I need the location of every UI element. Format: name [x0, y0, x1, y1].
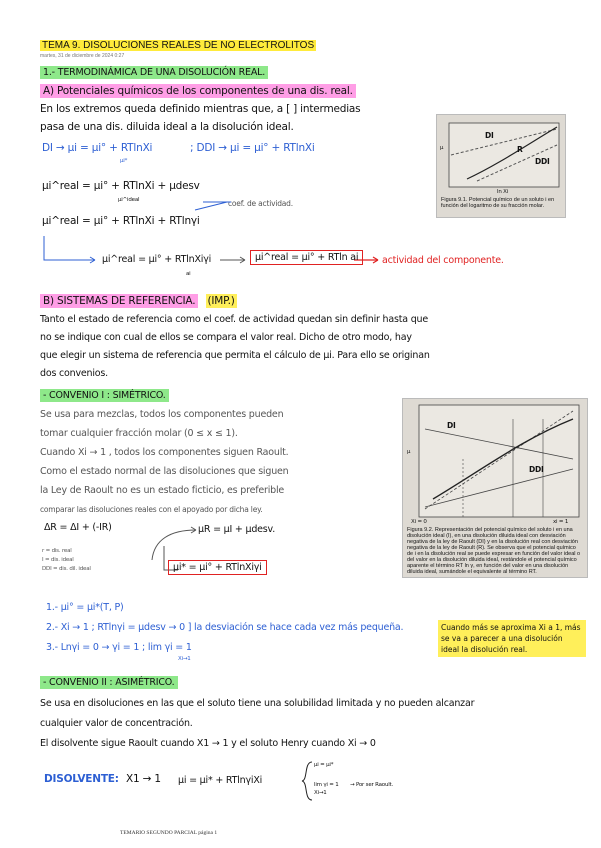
- convenio-1-line-5: la Ley de Raoult no es un estado ficticio, es preferible: [40, 485, 285, 496]
- eq-real-2: μi^real = μi° + RTlnXi + RTlnγi: [42, 215, 200, 227]
- convenio-1-point-1: 1.- μi° = μi*(T, P): [46, 602, 124, 613]
- solvent-label: DISOLVENTE:: [44, 773, 119, 785]
- solvent-branch-2: lim γi = 1: [314, 782, 339, 788]
- legend-ddi: DDI = dis. dil. ideal: [42, 566, 91, 572]
- solvent-brace: [300, 760, 314, 802]
- convenio-1-line-3: Cuando Xi → 1 , todos los componentes siguen Raoult.: [40, 447, 289, 458]
- convenio-2-line-2: cualquier valor de concentración.: [40, 718, 193, 729]
- eq-real-3: μi^real = μi° + RTlnXiγi: [102, 254, 212, 265]
- page-title: TEMA 9. DISOLUCIONES REALES DE NO ELECTROLITOS: [42, 40, 315, 51]
- convenio-2-heading: - CONVENIO II : ASIMÉTRICO.: [40, 676, 178, 689]
- convenio-2-line-1: Se usa en disoluciones en las que el soluto tiene una solubilidad limitada y no pueden alcanzar: [40, 698, 475, 709]
- figure-1-label-ddi: DDI: [535, 157, 550, 166]
- convenio-1-point-2: 2.- Xi → 1 ; RTlnγi = μdesv → 0 ] la desviación se hace cada vez más pequeña.: [46, 622, 404, 633]
- convenio-1-line-2: tomar cualquier fracción molar (0 ≤ x ≤ 1).: [40, 428, 238, 439]
- convenio-1-lim-sub: Xi→1: [178, 656, 191, 662]
- section-b-line-1: Tanto el estado de referencia como el coef. de actividad quedan sin definir hasta que: [40, 314, 429, 325]
- eq-mu-r: μR = μI + μdesv.: [198, 524, 276, 535]
- eq-real-1: μi^real = μi° + RTlnXi + μdesv: [42, 180, 200, 192]
- convenio-1-line-1: Se usa para mezclas, todos los componentes pueden: [40, 409, 284, 420]
- eq-di: DI → μi = μi° + RTlnXi: [42, 142, 153, 154]
- figure-2: [402, 398, 588, 578]
- figure-2-caption: Figura 9.2. Representación del potencial químico del soluto i en una disolución ideal (I), en una disolución diluida ideal con desviación negativa de la ley de Raoult (DI) y en la disolución real con desviación negativa de la ley de Raoult (R). Se observa que el potencial químico de i en la disolución real se puede expresar en función del valor ideal o del valor en la disolución diluida ideal, restándole el potencial químico aparente el término RT ln γ, en función del valor en una disolución diluida ideal, sumándole el equivalente al término RT.: [407, 527, 581, 575]
- eq-sub-ai: ai: [186, 271, 191, 277]
- figure-2-axis-x0: Xi = 0: [411, 519, 427, 525]
- section-b-line-2: no se indique con cual de ellos se compara el valor real. Dicho de otro modo, hay: [40, 332, 412, 343]
- section-a-heading: A) Potenciales químicos de los componentes de una dis. real.: [40, 84, 356, 98]
- section-b-heading: B) SISTEMAS DE REFERENCIA.: [40, 294, 198, 308]
- solvent-eq: X1 → 1: [126, 773, 161, 785]
- figure-1-label-di: DI: [485, 131, 494, 140]
- solvent-branch-1: μi = μi*: [314, 762, 334, 768]
- section-a-line-2: pasa de una dis. diluida ideal a la disolución ideal.: [40, 121, 294, 133]
- section-a-line-1: En los extremos queda definido mientras que, a [ ] intermedias: [40, 103, 361, 115]
- eq-convenio-1-box: μi* = μi° + RTlnXiγi: [168, 560, 267, 575]
- convenio-1-point-3: 3.- Lnγi = 0 → γi = 1 ; lim γi = 1: [46, 642, 192, 653]
- section-b-line-3: que elegir un sistema de referencia que permita el cálculo de μi. Para ello se originan: [40, 350, 430, 361]
- figure-1-axis-x: ln Xi: [497, 189, 509, 195]
- figure-2-label-ddi: DDI: [529, 465, 544, 474]
- figure-1-caption: Figura 9.1. Potencial químico de un soluto i en función del logaritmo de su fracción molar.: [441, 197, 555, 209]
- figure-2-axis-x: xi = 1: [553, 519, 569, 525]
- coef-activity-label: coef. de actividad.: [228, 199, 293, 208]
- page-date: martes, 31 de diciembre de 2024 0:27: [40, 53, 125, 59]
- page-footer: TEMARIO SEGUNDO PARCIAL página 1: [120, 830, 218, 836]
- solvent-raoult-note: → Por ser Raoult.: [350, 782, 394, 788]
- convenio-2-line-3: El disolvente sigue Raoult cuando X1 → 1 y el soluto Henry cuando Xi → 0: [40, 738, 376, 749]
- eq-delta-r: ΔR = ΔI + (-ΙR): [44, 522, 112, 533]
- solvent-mu-eq: μi = μi* + RTlnγiXi: [178, 775, 263, 786]
- eq-sub-ideal: μi^ideal: [118, 197, 140, 203]
- section-a-arrows: [40, 190, 440, 270]
- figure-1-axis-y: μ: [440, 145, 444, 151]
- eq-ddi: ; DDI → μi = μi° + RTlnXi: [190, 142, 315, 154]
- convenio-1-line-6: comparar las disoluciones reales con el apoyado por dicha ley.: [40, 505, 263, 514]
- figure-2-axis-y: μ: [407, 449, 411, 455]
- figure-2-label-di: DI: [447, 421, 456, 430]
- convenio-1-line-4: Como el estado normal de las disoluciones que siguen: [40, 466, 289, 477]
- figure-1: [436, 114, 566, 218]
- section-1-heading: 1.- TERMODINÁMICA DE UNA DISOLUCIÓN REAL.: [40, 66, 268, 79]
- eq-activity-box: μi^real = μi° + RTln ai: [250, 250, 363, 265]
- solvent-branch-sub: Xi→1: [314, 790, 327, 796]
- legend-ideal: I = dis. ideal: [42, 557, 74, 563]
- legend-real: r = dis. real: [42, 548, 72, 554]
- activity-label: actividad del componente.: [382, 255, 504, 266]
- figure-1-label-r: R: [517, 145, 523, 154]
- eq-sub-mu: μi*: [120, 158, 128, 164]
- convenio-1-note: Cuando más se aproxima Xi a 1, más se va a parecer a una disolución ideal la disolución real.: [438, 620, 586, 657]
- convenio-1-heading: - CONVENIO I : SIMÉTRICO.: [40, 389, 169, 402]
- section-b-imp: (IMP.): [207, 295, 235, 307]
- section-b-heading-wrap: [40, 295, 237, 307]
- section-b-line-4: dos convenios.: [40, 368, 108, 379]
